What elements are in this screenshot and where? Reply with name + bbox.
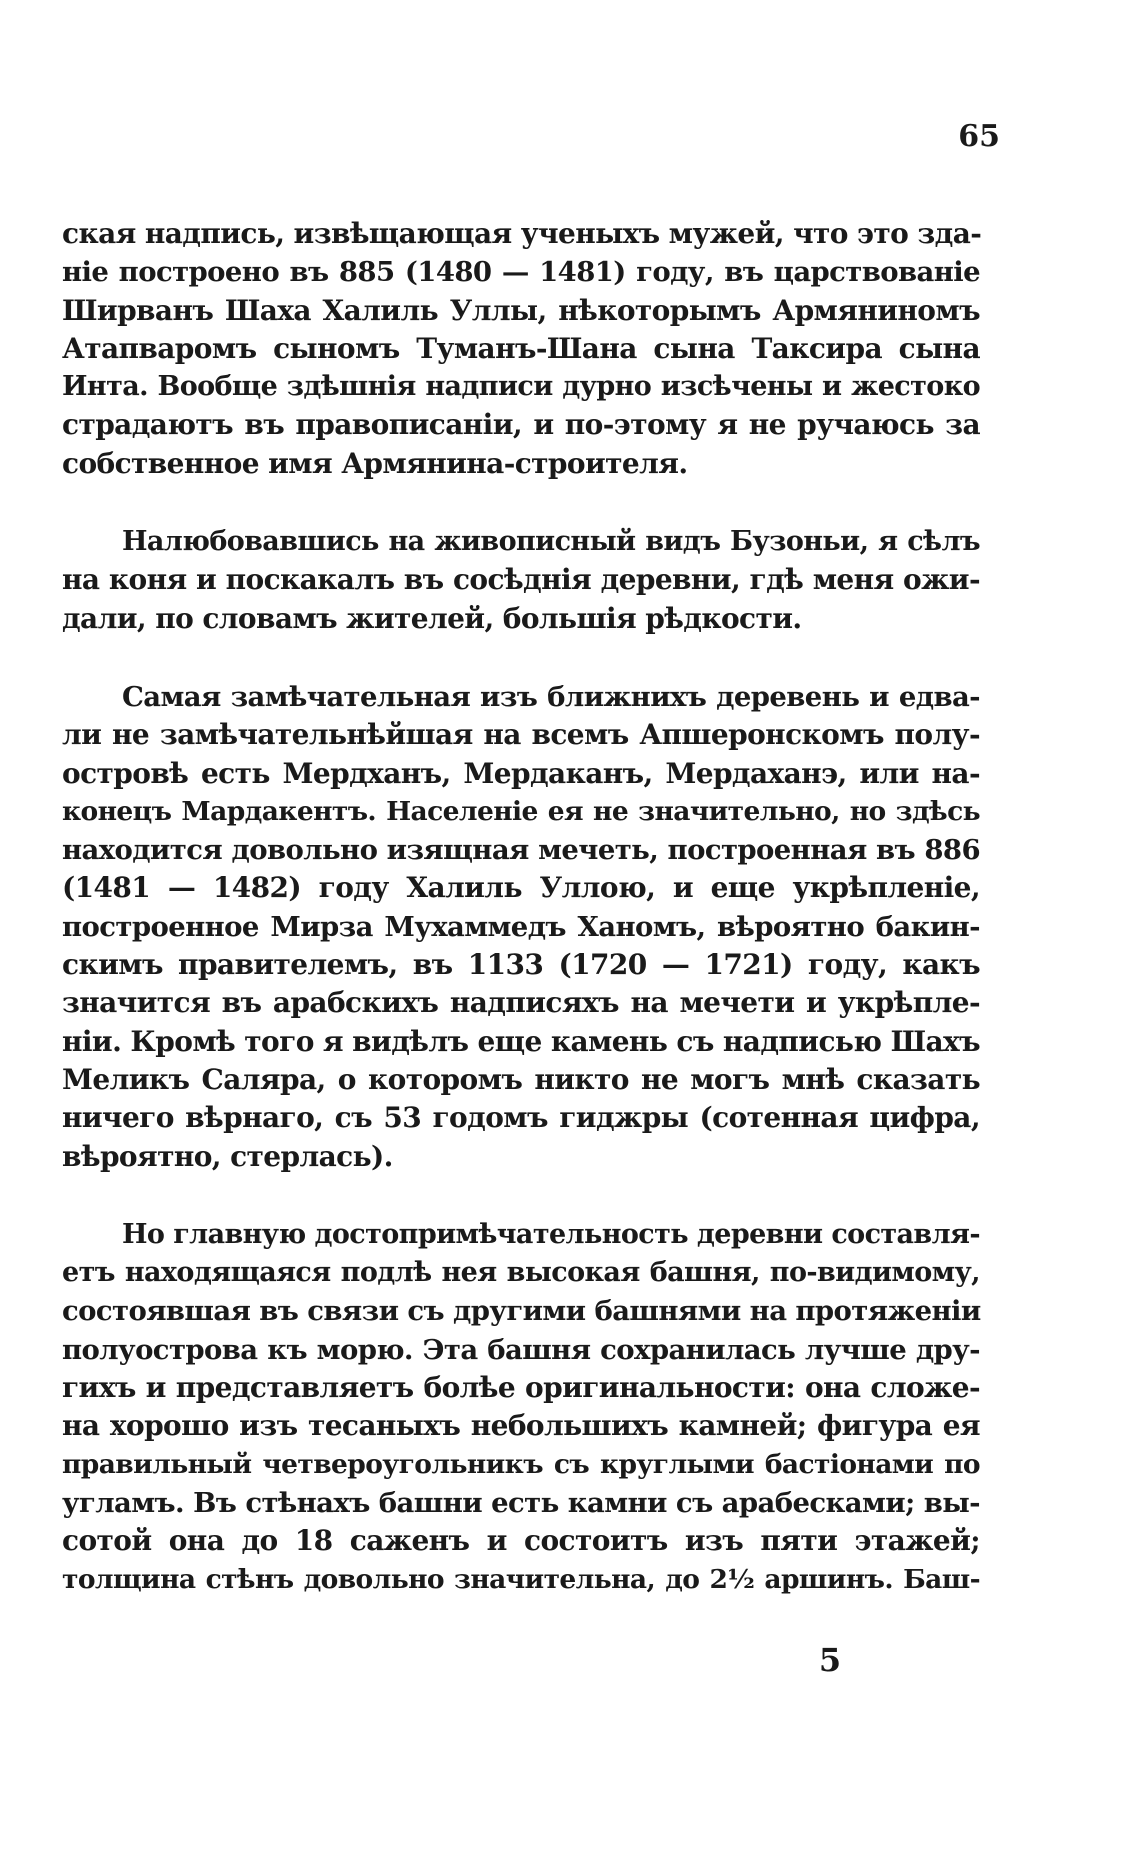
paragraph-gap	[62, 638, 980, 678]
text-line: находится довольно изящная мечеть, построенная въ 886	[62, 834, 980, 867]
text-line: страдаютъ въ правописаніи, и по-этому я не ручаюсь за	[62, 408, 980, 442]
text-line: толщина стѣнъ довольно значительна, до 2½ аршинъ. Баш-	[62, 1563, 980, 1595]
page-number: 65	[958, 119, 1000, 154]
text-line: дали, по словамъ жителей, большія рѣдкости.	[62, 601, 802, 635]
text-line: островѣ есть Мердханъ, Мердаканъ, Мердаханэ, или на-	[62, 756, 980, 790]
text-line: ніе построено въ 885 (1480 — 1481) году, въ царствованіе	[62, 256, 980, 289]
signature-mark: 5	[818, 1641, 842, 1679]
text-line: ничего вѣрнаго, съ 53 годомъ гиджры (сотенная цифра,	[62, 1101, 980, 1135]
text-line: сотой она до 18 саженъ и состоитъ изъ пяти этажей;	[62, 1524, 980, 1558]
text-line: правильный четвероугольникъ съ круглыми бастіонами по	[62, 1448, 980, 1480]
text-line: вѣроятно, стерлась).	[62, 1139, 393, 1173]
paragraph-2	[62, 523, 980, 638]
text-line: ская надпись, извѣщающая ученыхъ мужей, что это зда-	[62, 217, 982, 250]
text-line: ли не замѣчательнѣйшая на всемъ Апшеронскомъ полу-	[62, 718, 980, 752]
text-line: на коня и поскакалъ въ сосѣднія деревни, гдѣ меня ожи-	[62, 563, 980, 597]
paragraph-3	[62, 678, 980, 1176]
text-line: Налюбовавшись на живописный видъ Бузоньи, я сѣлъ	[122, 526, 980, 558]
text-line: етъ находящаяся подлѣ нея высокая башня, по-видимому,	[62, 1257, 980, 1289]
text-line: Ширванъ Шаха Халиль Уллы, нѣкоторымъ Армяниномъ	[62, 293, 980, 327]
text-line: Самая замѣчательная изъ ближнихъ деревень и едва-	[122, 680, 980, 713]
text-line: собственное имя Армянина-строителя.	[62, 446, 688, 480]
text-line: на хорошо изъ тесаныхъ небольшихъ камней; фигура ея	[62, 1409, 980, 1443]
text-line: конецъ Мардакентъ. Населеніе ея не значительно, но здѣсь	[62, 795, 980, 827]
paragraph-gap	[62, 483, 980, 523]
paragraph-4	[62, 1216, 980, 1599]
paragraph-gap	[62, 1176, 980, 1216]
paragraph-1	[62, 215, 980, 483]
text-line: Атапваромъ сыномъ Туманъ-Шана сына Таксира сына	[62, 331, 980, 365]
text-line: Но главную достопримѣчательность деревни составля-	[122, 1218, 980, 1250]
text-line: угламъ. Въ стѣнахъ башни есть камни съ арабесками; вы-	[62, 1486, 980, 1519]
text-line: состоявшая въ связи съ другими башнями на протяженіи	[62, 1295, 981, 1328]
text-line: построенное Мирза Мухаммедъ Ханомъ, вѣроятно бакин-	[62, 910, 980, 943]
text-line: (1481 — 1482) году Халиль Уллою, и еще укрѣпленіе,	[62, 871, 980, 905]
text-line: гихъ и представляетъ болѣе оригинальности: она сложе-	[62, 1371, 980, 1405]
text-line: значится въ арабскихъ надписяхъ на мечети и укрѣпле-	[62, 986, 980, 1020]
body-text	[62, 215, 980, 1599]
text-line: Меликъ Саляра, о которомъ никто не могъ мнѣ сказать	[62, 1062, 980, 1096]
text-line: Инта. Вообще здѣшнія надписи дурно изсѣчены и жестоко	[62, 371, 980, 403]
text-line: полуострова къ морю. Эта башня сохранилась лучше дру-	[62, 1333, 980, 1366]
text-line: скимъ правителемъ, въ 1133 (1720 — 1721) году, какъ	[62, 948, 980, 982]
text-line: ніи. Кромѣ того я видѣлъ еще камень съ надписью Шахъ	[62, 1024, 980, 1058]
